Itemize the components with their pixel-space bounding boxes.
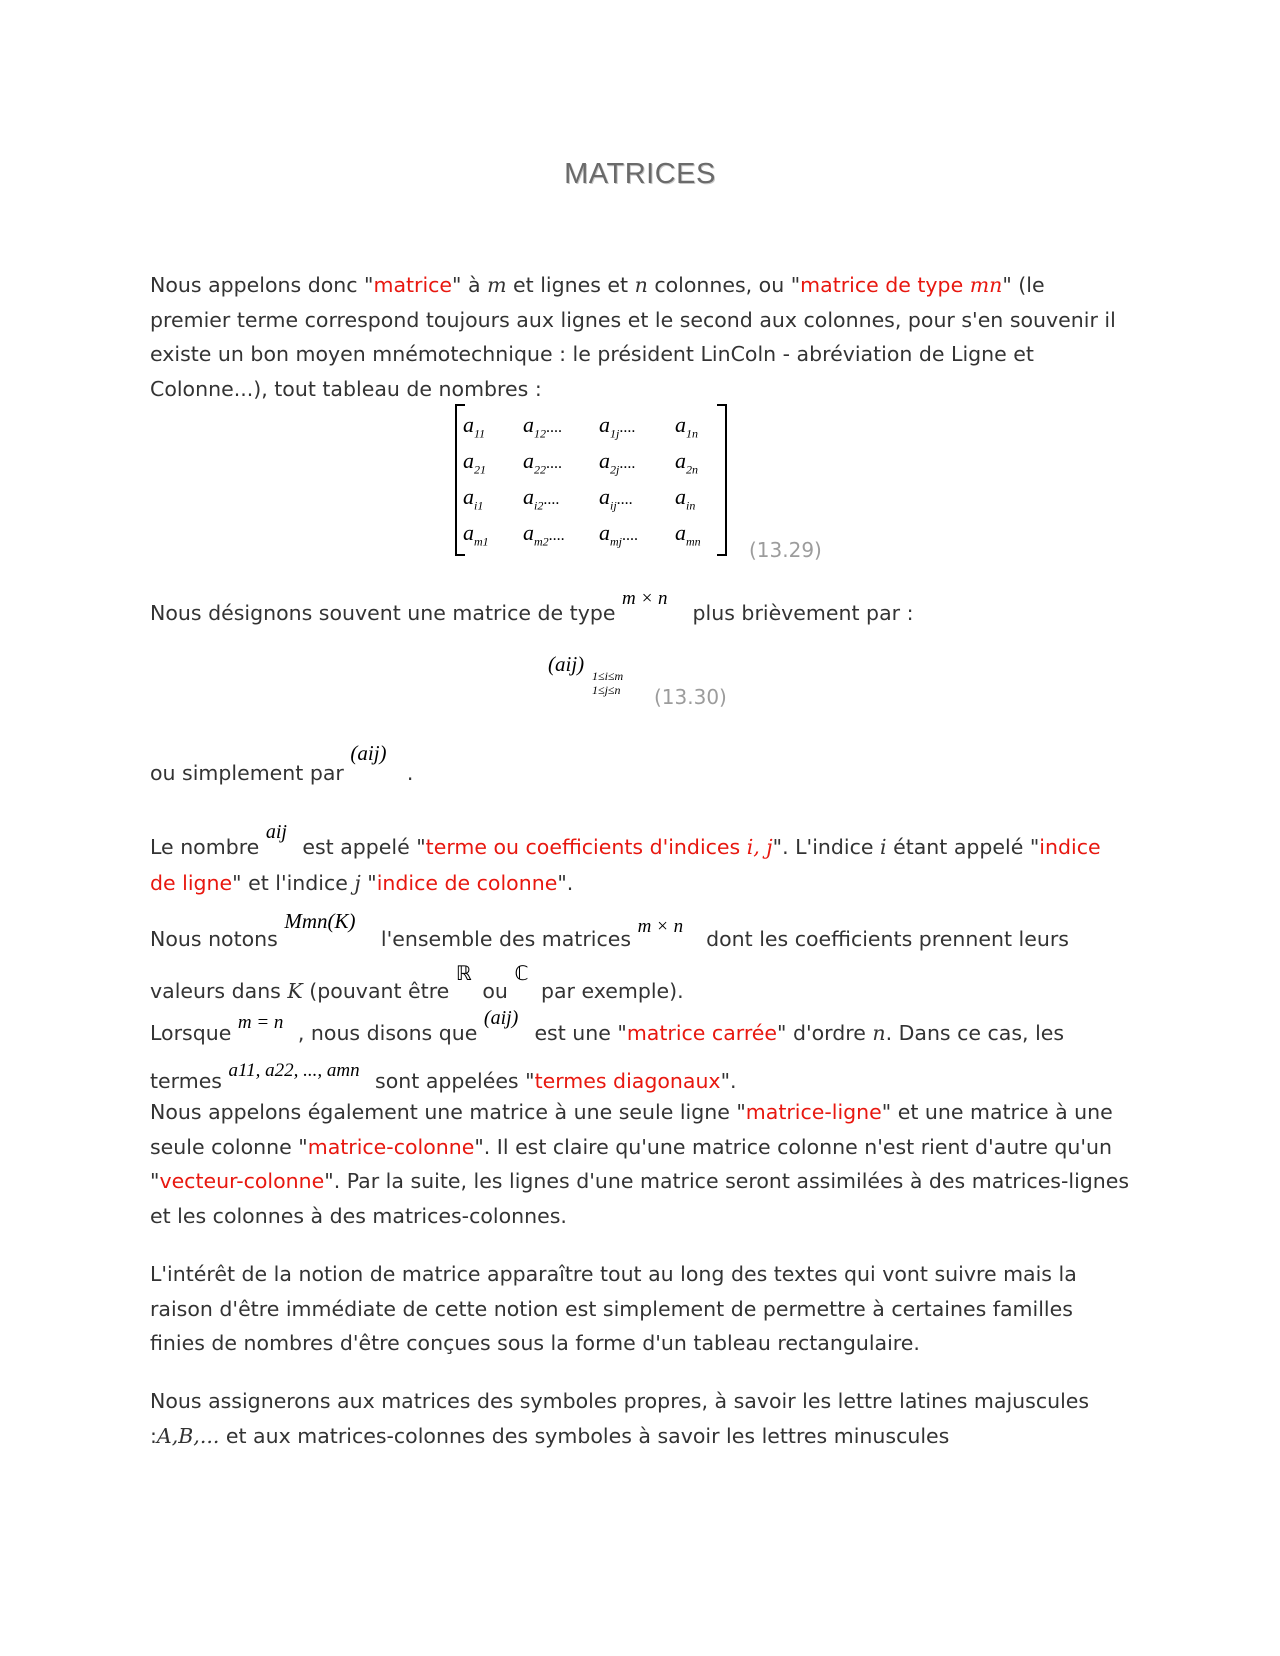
matrix-cell: $a_{11}$	[463, 412, 486, 441]
term-matrice: matrice	[373, 273, 453, 297]
term-matrice-carree: matrice carrée	[626, 1021, 778, 1045]
matrix-cell: $a_{mj}$....	[599, 520, 638, 549]
matrix-cell: $a_{1j}$....	[599, 412, 636, 441]
matrix-cell: $a_{12}$....	[523, 412, 562, 441]
paragraph-set: Nous notons Mmn(K) l'ensemble des matrices m × n dont les coefficients prennent leurs valeurs dans K (pouvant être ℝ ou ℂ par exemple).	[150, 909, 1069, 1003]
math-aij: (aij)	[483, 1007, 519, 1029]
matrix-cell: $a_{ij}$....	[599, 484, 633, 513]
right-bracket	[717, 404, 727, 556]
term-coefficients: terme ou coefficients d'indices i, j	[425, 835, 773, 859]
term-matrice-colonne: matrice-colonne	[307, 1134, 475, 1159]
math-m-times-n: m × n	[622, 588, 668, 609]
paragraph-notation: Nous désignons souvent une matrice de type m × n plus brièvement par :	[150, 588, 914, 625]
term-termes-diagonaux: termes diagonaux	[534, 1069, 721, 1093]
paragraph-term: Le nombre aij est appelé "terme ou coefficients d'indices i, j". L'indice i étant appelé "indice de ligne" et l'indice j "indice de colonne".	[150, 821, 1101, 895]
math-m-times-n: m × n	[637, 916, 684, 937]
equation-aij-indexed: (aij) 1≤i≤m 1≤j≤n	[548, 652, 624, 697]
paragraph-simple: ou simplement par (aij) .	[150, 741, 414, 785]
equation-number: (13.30)	[654, 685, 727, 709]
matrix-cell: $a_{m2}$....	[523, 520, 565, 549]
matrix-cell: $a_{in}$	[675, 484, 696, 513]
math-aij-term: aij	[265, 821, 287, 843]
matrix-cell: $a_{2n}$	[675, 448, 698, 477]
term-matrice-ligne: matrice-ligne	[745, 1100, 882, 1124]
math-mmn-k: Mmn(K)	[284, 909, 356, 933]
paragraph-interest: L'intérêt de la notion de matrice apparaître tout au long des textes qui vont suivre mais la raison d'être immédiate de cette notion est simplement de permettre à certaines familles finies de nombres d'être conçues sous la forme d'un tableau rectangulaire.	[150, 1262, 1077, 1355]
term-indice-de-colonne: indice de colonne	[376, 870, 558, 895]
matrix-cell: $a_{i1}$	[463, 484, 484, 513]
math-m-equals-n: m = n	[237, 1012, 284, 1033]
matrix-cell: $a_{22}$....	[523, 448, 562, 477]
equation-number: (13.29)	[749, 538, 822, 562]
paragraph-definition: Nous appelons donc "matrice" à m et lignes et n colonnes, ou "matrice de type mn" (le premier terme correspond toujours aux lignes et le second aux colonnes, pour s'en souvenir il existe un bon moyen mnémotechnique : le président LinColn - abréviation de Ligne et Colonne...), tout tableau de nombres :	[150, 273, 1116, 401]
matrix-cell: $a_{i2}$....	[523, 484, 560, 513]
math-diagonal-terms: a11, a22, ..., amn	[228, 1060, 360, 1081]
paragraph-symbols: Nous assignerons aux matrices des symboles propres, à savoir les lettre latines majuscules :A,B,... et aux matrices-colonnes des symboles à savoir les lettres minuscules	[150, 1389, 1090, 1448]
matrix-cell: $a_{mn}$	[675, 520, 701, 549]
term-vecteur-colonne: vecteur-colonne	[159, 1169, 325, 1193]
matrix-cell: $a_{1n}$	[675, 412, 698, 441]
matrix-cell: $a_{m1}$	[463, 520, 489, 549]
math-reals: ℝ	[455, 963, 472, 985]
paragraph-square: Lorsque m = n , nous disons que (aij) est une "matrice carrée" d'ordre n. Dans ce cas, les termes a11, a22, ..., amn sont appelées "termes diagonaux".	[150, 1007, 1065, 1093]
matrix-cell: $a_{2j}$....	[599, 448, 636, 477]
page-title: MATRICES	[564, 158, 716, 190]
matrix-cell: $a_{21}$	[463, 448, 486, 477]
term-indice-de-ligne: indice de ligne	[150, 835, 1101, 895]
math-complex: ℂ	[514, 963, 529, 985]
paragraph-line-column: Nous appelons également une matrice à une seule ligne "matrice-ligne" et une matrice à une seule colonne "matrice-colonne". Il est claire qu'une matrice colonne n'est rient d'autre qu'un "vecteur-colonne". Par la suite, les lignes d'une matrice seront assimilées à des matrices-lignes et les colonnes à des matrices-colonnes.	[150, 1100, 1130, 1228]
math-aij: (aij)	[350, 741, 387, 765]
matrix-equation	[455, 404, 727, 556]
term-matrice-de-type: matrice de type mn	[800, 273, 1003, 297]
